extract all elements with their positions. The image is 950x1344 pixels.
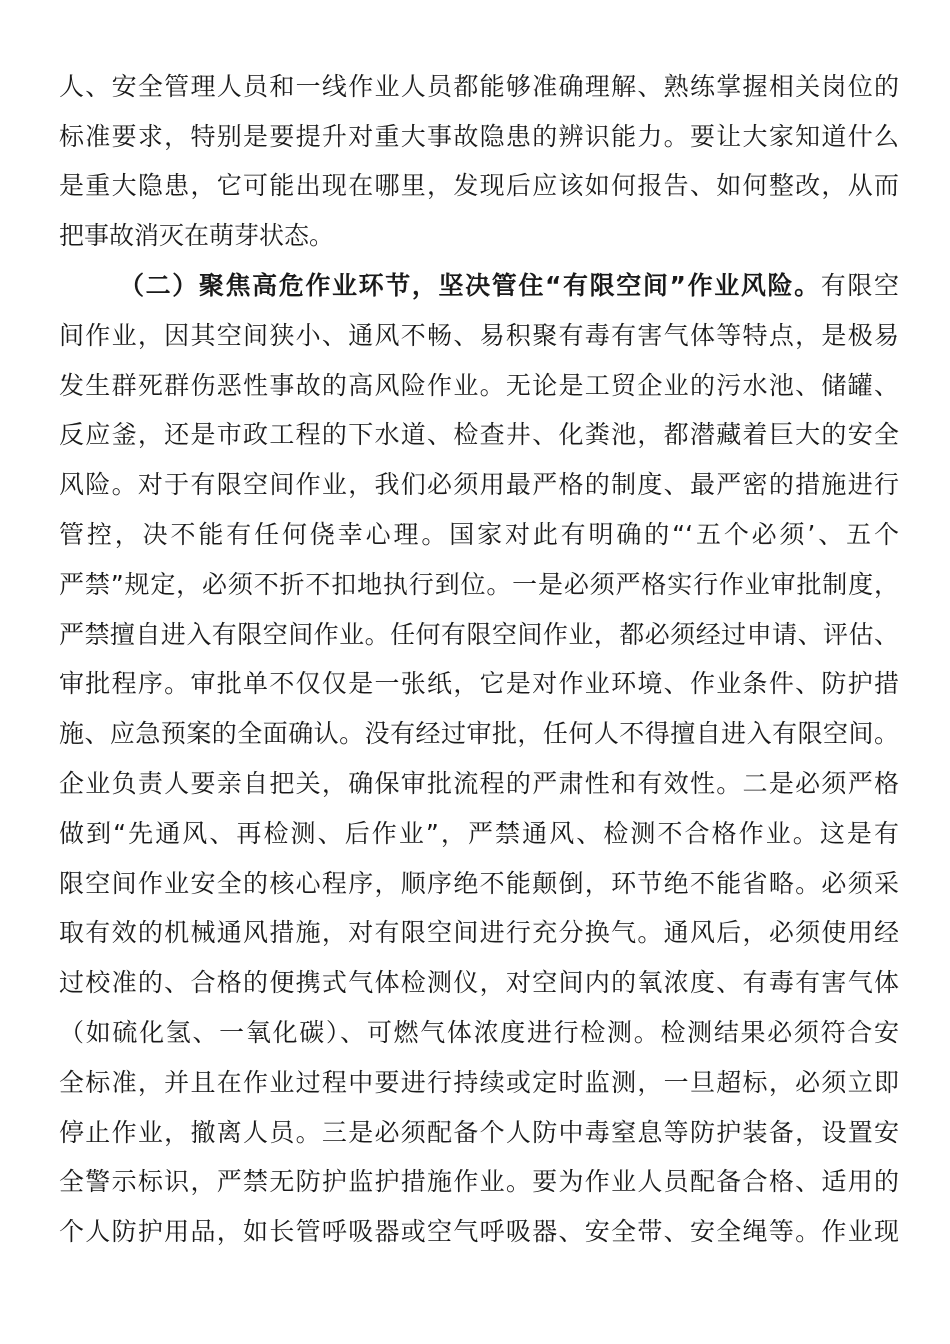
text-line: 严禁”规定，必须不折不扣地执行到位。一是必须严格实行作业审批制度， xyxy=(59,570,899,599)
text-line: 标准要求，特别是要提升对重大事故隐患的辨识能力。要让大家知道什么 xyxy=(59,122,899,151)
text-line: 全标准，并且在作业过程中要进行持续或定时监测，一旦超标，必须立即 xyxy=(59,1068,899,1097)
text-line: 把事故消灭在萌芽状态。 xyxy=(59,221,335,250)
text-line: 个人防护用品，如长管呼吸器或空气呼吸器、安全带、安全绳等。作业现 xyxy=(59,1217,899,1246)
text-line: 施、应急预案的全面确认。没有经过审批，任何人不得擅自进入有限空间。 xyxy=(59,719,899,748)
text-line: 反应釜，还是市政工程的下水道、检查井、化粪池，都潜藏着巨大的安全 xyxy=(59,420,899,449)
text-line: 管控，决不能有任何侥幸心理。国家对此有明确的“‘五个必须’、五个 xyxy=(59,520,899,549)
text-line: 做到“先通风、再检测、后作业”，严禁通风、检测不合格作业。这是有 xyxy=(59,819,899,848)
text-line: （如硫化氢、一氧化碳）、可燃气体浓度进行检测。检测结果必须符合安 xyxy=(59,1018,899,1047)
text-line: 企业负责人要亲自把关，确保审批流程的严肃性和有效性。二是必须严格 xyxy=(59,769,899,798)
text-line: 限空间作业安全的核心程序，顺序绝不能颠倒，环节绝不能省略。必须采 xyxy=(59,869,899,898)
text-line: 是重大隐患，它可能出现在哪里，发现后应该如何报告、如何整改，从而 xyxy=(59,171,899,200)
text-line: 发生群死群伤恶性事故的高风险作业。无论是工贸企业的污水池、储罐、 xyxy=(59,371,899,400)
heading-continuation: 有限空 xyxy=(820,271,899,300)
text-line: 过校准的、合格的便携式气体检测仪，对空间内的氧浓度、有毒有害气体 xyxy=(59,968,899,997)
text-line: 严禁擅自进入有限空间作业。任何有限空间作业，都必须经过申请、评估、 xyxy=(59,620,899,649)
text-line: 全警示标识，严禁无防护监护措施作业。要为作业人员配备合格、适用的 xyxy=(59,1167,899,1196)
text-line: 取有效的机械通风措施，对有限空间进行充分换气。通风后，必须使用经 xyxy=(59,918,899,947)
text-line: 审批程序。审批单不仅仅是一张纸，它是对作业环境、作业条件、防护措 xyxy=(59,669,899,698)
text-line: 风险。对于有限空间作业，我们必须用最严格的制度、最严密的措施进行 xyxy=(59,470,899,499)
text-line: 停止作业，撤离人员。三是必须配备个人防中毒窒息等防护装备，设置安 xyxy=(59,1118,899,1147)
text-line: 人、安全管理人员和一线作业人员都能够准确理解、熟练掌握相关岗位的 xyxy=(59,72,899,101)
section-heading: （二）聚焦高危作业环节，坚决管住“有限空间”作业风险。 xyxy=(119,271,821,300)
text-line: 间作业，因其空间狭小、通风不畅、易积聚有毒有害气体等特点，是极易 xyxy=(59,321,899,350)
section-heading-line xyxy=(119,266,899,306)
